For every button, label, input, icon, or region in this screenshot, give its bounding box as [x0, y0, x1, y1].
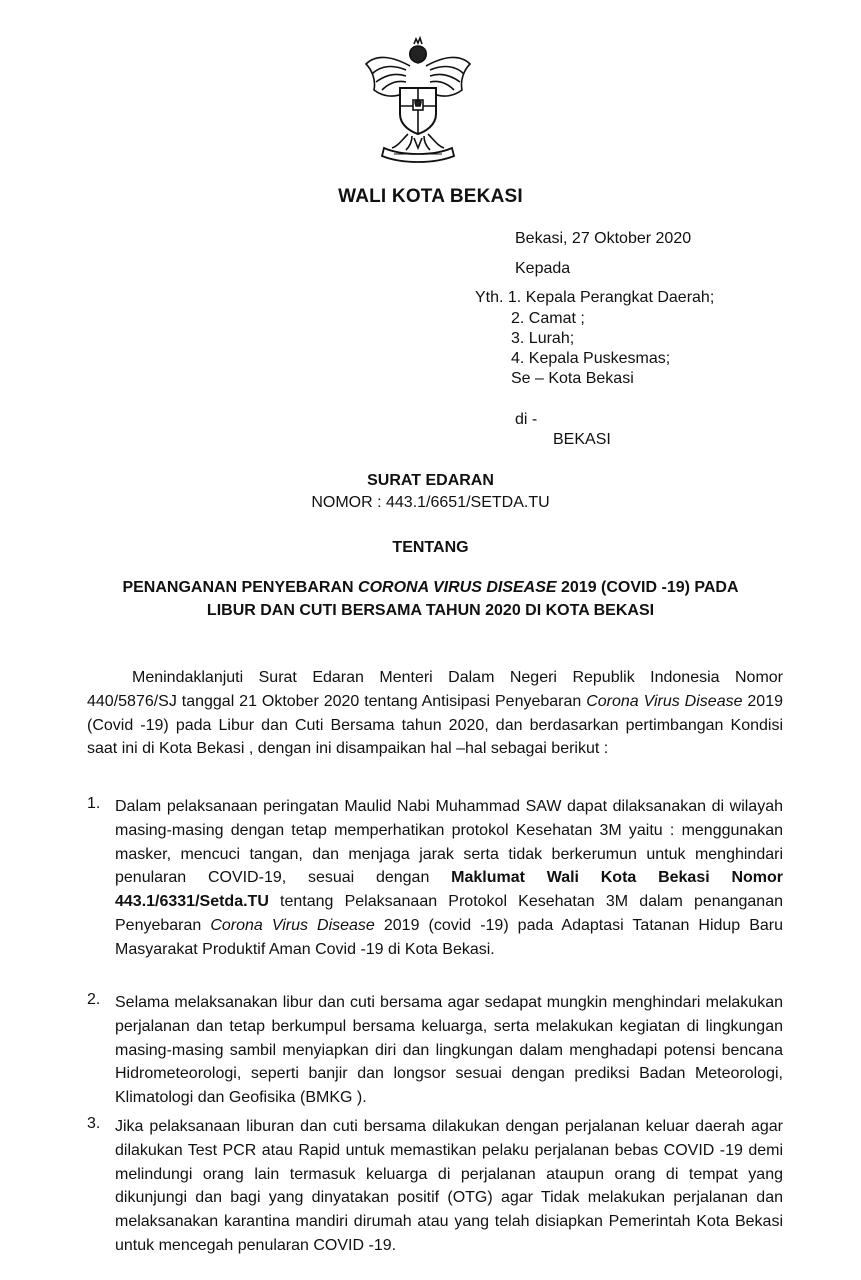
subject-line-1 [0, 579, 861, 597]
item-1-part-c: tentang Pelaksanaan Protokol Kesehatan 3M dalam penanganan Penyebaran [115, 893, 783, 934]
recipient-4: 4. Kepala Puskesmas; [511, 350, 671, 367]
issuer-title: WALI KOTA BEKASI [338, 186, 523, 207]
kepada-label: Kepada [515, 260, 571, 277]
letter-number: NOMOR : 443.1/6651/SETDA.TU [311, 494, 550, 511]
city-label: BEKASI [553, 431, 611, 448]
tentang-heading: TENTANG [392, 539, 469, 556]
subject-part-b: CORONA VIRUS DISEASE [358, 579, 557, 596]
item-2-text: Selama melaksanakan libur dan cuti bersama agar sedapat mungkin menghindari melakukan perjalanan dan tetap berkumpul bersama keluarga, serta melakukan kegiatan di lingkungan masing-masing sambil menyiapkan diri dan lingkungan dalam menghadapi potensi bencana Hidrometeorologi, seperti banjir dan longsor sesuai dengan prediksi Badan Meteorologi, Klimatologi dan Geofisika (BMKG ). [115, 994, 783, 1107]
item-1-part-a: Dalam pelaksanaan peringatan Maulid Nabi Muhammad SAW dapat dilaksanakan di wilayah masing-masing dengan tetap memperhatikan protokol Kesehatan 3M yaitu : menggunakan masker, mencuci tangan, dan menjaga jarak serta tidak berkerumun untuk menghindari penularan COVID-19, sesuai dengan [115, 798, 783, 887]
recipient-2: 2. Camat ; [511, 310, 585, 327]
letter-type: SURAT EDARAN [367, 472, 494, 489]
garuda-emblem-icon [362, 36, 474, 164]
di-label: di - [515, 411, 538, 428]
intro-part-b: Corona Virus Disease [586, 692, 743, 710]
recipient-5: Se – Kota Bekasi [511, 370, 634, 387]
item-1-part-e: 2019 (covid -19) pada Adaptasi Tatanan Hidup Baru Masyarakat Produktif Aman Covid -19 di Kota Bekasi. [115, 916, 784, 958]
item-3-number: 3. [87, 1115, 101, 1132]
intro-part-a: Menindaklanjuti Surat Edaran Menteri Dalam Negeri Republik Indonesia Nomor 440/5876/SJ tanggal 21 Oktober 2020 tentang Antisipasi Penyebaran [87, 669, 783, 710]
item-2-number: 2. [87, 991, 101, 1008]
intro-part-c: 2019 (Covid -19) pada Libur dan Cuti Bersama tahun 2020, dan berdasarkan pertimbangan Kondisi saat ini di Kota Bekasi , dengan ini disampaikan hal –hal sebagai berikut : [87, 692, 784, 758]
subject-part-c: 2019 (COVID -19) PADA [556, 579, 739, 596]
subject-line-2: LIBUR DAN CUTI BERSAMA TAHUN 2020 DI KOTA BEKASI [206, 602, 655, 619]
item-1-part-b: Maklumat Wali Kota Bekasi Nomor 443.1/6331/Setda.TU [115, 869, 783, 911]
item-3-text: Jika pelaksanaan liburan dan cuti bersama dilakukan dengan perjalanan keluar daerah agar dilakukan Test PCR atau Rapid untuk memastikan pelaku perjalanan bebas COVID -19 demi melindungi orang lain termasuk keluarga di perjalanan ataupun orang di tempat yang dikunjungi dan bagi yang dinyatakan positif (OTG) agar Tidak melakukan perjalanan dan melaksanakan karantina mandiri dirumah atau yang telah disiapkan Pemerintah Kota Bekasi untuk mencegah penularan COVID -19. [115, 1118, 783, 1254]
item-1-text [115, 795, 783, 962]
place-date: Bekasi, 27 Oktober 2020 [515, 230, 692, 247]
recipient-3: 3. Lurah; [511, 330, 575, 347]
subject-part-a: PENANGANAN PENYEBARAN [122, 579, 359, 596]
item-1-number: 1. [87, 795, 101, 812]
intro-paragraph [87, 666, 783, 761]
item-1-part-d: Corona Virus Disease [210, 916, 375, 934]
recipient-1: Yth. 1. Kepala Perangkat Daerah; [475, 289, 715, 306]
